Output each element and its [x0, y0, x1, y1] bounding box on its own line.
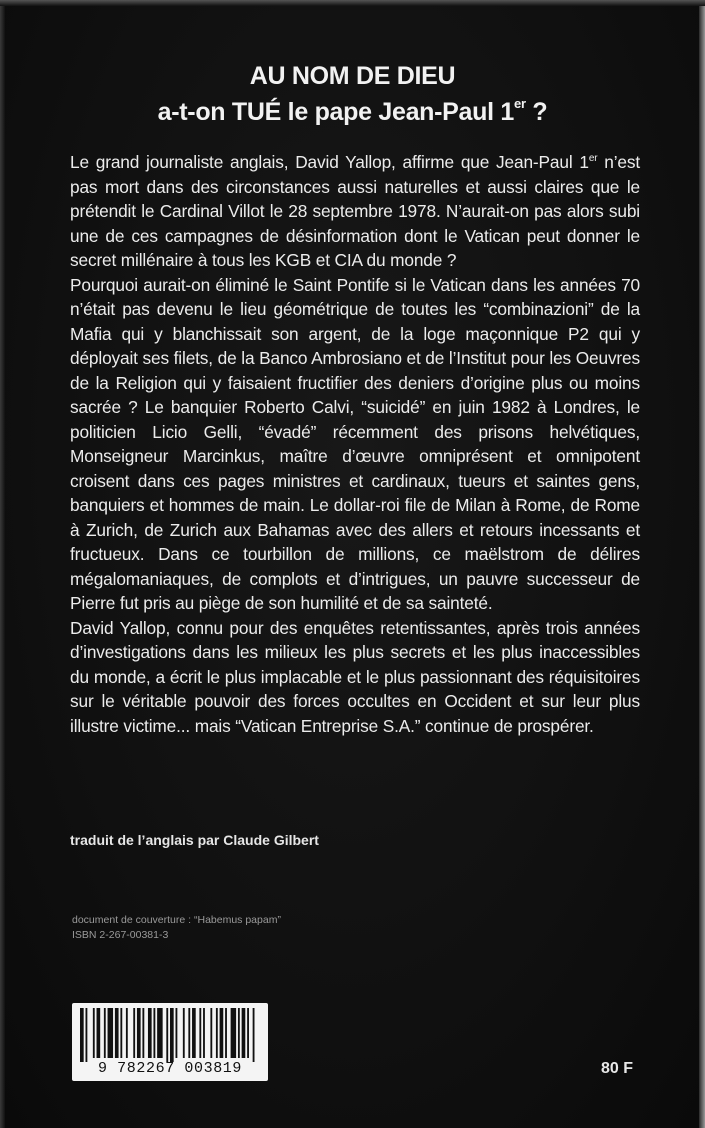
- cover-image-credit: document de couverture : “Habemus papam”: [72, 914, 281, 926]
- barcode-bar: [93, 1008, 95, 1058]
- blurb-paragraph-1: [70, 150, 640, 273]
- barcode-bar: [253, 1008, 255, 1062]
- cover-title: [0, 58, 705, 130]
- barcode-bar: [142, 1008, 144, 1058]
- barcode-bar: [80, 1008, 84, 1062]
- barcode-bar: [148, 1008, 152, 1058]
- barcode-bar: [157, 1008, 163, 1058]
- blurb-text: [70, 150, 640, 738]
- blurb-p1-sup: er: [588, 153, 598, 164]
- barcode-bar: [238, 1008, 240, 1058]
- barcode-bar: [192, 1008, 196, 1058]
- cover-credits: [72, 913, 281, 943]
- translator-credit: traduit de l’anglais par Claude Gilbert: [70, 832, 319, 848]
- blurb-p1-end: n’est pas mort dans des circonstances aussi naturelles et aussi claires que le prétendit le Cardinal Villot le 28 septembre 1978. N’aurait-on pas alors subi une de ces campagnes de désinformation dont le Vatican peut donner le secret millénaire à tous les KGB et CIA du monde ?: [70, 152, 640, 270]
- barcode-bar: [166, 1008, 168, 1062]
- title-line-2-sup: er: [514, 96, 526, 111]
- cover-top-edge: [0, 0, 705, 6]
- cover-left-edge: [0, 0, 5, 1128]
- title-line-1: AU NOM DE DIEU: [249, 62, 456, 90]
- barcode-bar: [153, 1008, 155, 1058]
- barcode-bar: [133, 1008, 135, 1058]
- title-line-2-prefix: a-t-on TUÉ le pape Jean-Paul 1: [157, 98, 515, 126]
- barcode-bar: [170, 1008, 174, 1062]
- barcode-bar: [115, 1008, 119, 1058]
- cover-right-edge: [699, 0, 705, 1128]
- barcode-bar: [126, 1008, 128, 1058]
- barcode-bar: [183, 1008, 185, 1058]
- barcode-bar: [86, 1008, 88, 1062]
- barcode-bar: [120, 1008, 122, 1058]
- barcode: [72, 1003, 268, 1081]
- blurb-p1-start: Le grand journaliste anglais, David Yallop, affirme que Jean-Paul 1: [70, 152, 589, 172]
- blurb-paragraph-2: Pourquoi aurait-on éliminé le Saint Pontife si le Vatican dans les années 70 n’était pas devenu le lieu géométrique de toutes les “combinazioni” de la Mafia qui y blanchissait son argent, de la loge maçonnique P2 qui y déployait ses filets, de la Banco Ambrosiano et de l’Institut pour les Oeuvres de la Religion qui y faisaient fructifier des deniers d’origine plus ou moins sacrée ? Le banquier Roberto Calvi, “suicidé” en juin 1982 à Londres, le politicien Licio Gelli, “évadé” récemment des prisons helvétiques, Monseigneur Marcinkus, maître d’œuvre omniprésent et omnipotent croisent dans ces pages ministres et cardinaux, tueurs et saintes gens, banquiers et hommes de main. Le dollar-roi file de Milan à Rome, de Rome à Zurich, de Zurich aux Bahamas avec des allers et retours incessants et fructueux. Dans ce tourbillon de millions, ce maëlstrom de délires mégalomaniaques, de complots et d’intrigues, un pauvre successeur de Pierre fut pris au piège de son humilité et de sa sainteté.: [70, 274, 640, 613]
- barcode-bar: [104, 1008, 106, 1058]
- barcode-bar: [188, 1008, 190, 1058]
- price: 80 F: [600, 1060, 633, 1077]
- isbn: ISBN 2-267-00381-3: [72, 929, 169, 941]
- barcode-bar: [247, 1008, 249, 1058]
- title-line-2-suffix: ?: [525, 98, 548, 126]
- title-line-2: [0, 94, 705, 130]
- barcode-bar: [176, 1008, 178, 1058]
- barcode-bar: [242, 1008, 246, 1058]
- barcode-number: 9 782267 003819: [97, 1060, 243, 1077]
- barcode-bar: [203, 1008, 205, 1058]
- barcode-bar: [225, 1008, 227, 1058]
- barcode-bars: [80, 1008, 260, 1062]
- barcode-bar: [210, 1008, 212, 1058]
- barcode-bar: [97, 1008, 101, 1058]
- barcode-bar: [199, 1008, 201, 1058]
- barcode-bar: [108, 1008, 114, 1058]
- barcode-bar: [231, 1008, 237, 1058]
- barcode-bar: [216, 1008, 218, 1058]
- blurb-paragraph-3: David Yallop, connu pour des enquêtes retentissantes, après trois années d’investigations dans les milieux les plus secrets et les plus inaccessibles du monde, a écrit le plus implacable et le plus passionnant des réquisitoires sur le véritable pouvoir des forces occultes en Occident et sur leur plus illustre victime... mais “Vatican Entreprise S.A.” continue de prospérer.: [70, 617, 640, 736]
- barcode-bar: [137, 1008, 141, 1058]
- barcode-bar: [220, 1008, 224, 1058]
